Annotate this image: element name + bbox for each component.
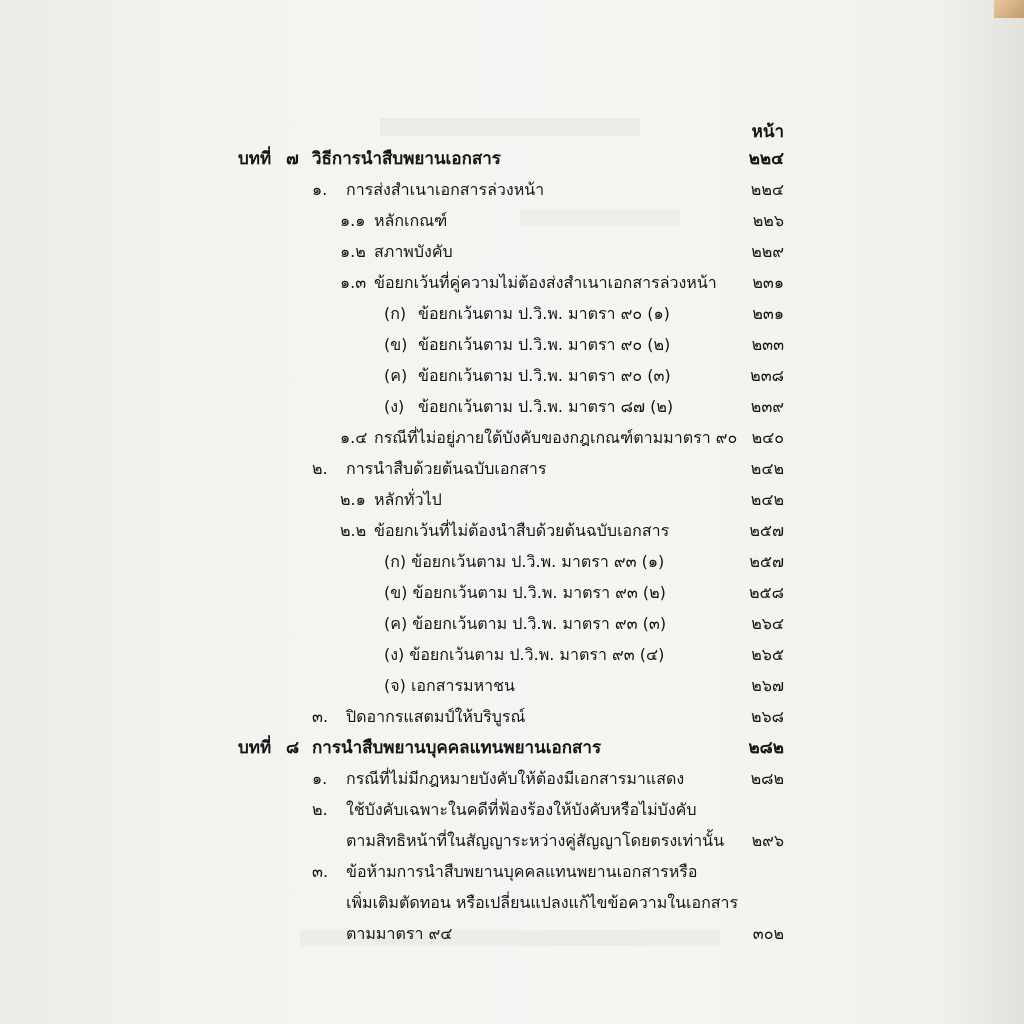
- entry-number: ๑.๑: [340, 211, 366, 230]
- chapter-number: ๘: [286, 738, 300, 758]
- toc-entry[interactable]: [384, 299, 670, 329]
- entry-number: ๒.: [312, 459, 328, 478]
- entry-number: ๑.๓: [340, 273, 367, 292]
- toc-page-number: ๒๖๗: [751, 676, 784, 695]
- entry-number: ๑.๒: [340, 242, 366, 261]
- entry-number: ๒.๑: [340, 490, 366, 509]
- entry-number: ๓.: [312, 707, 329, 726]
- toc-page-number: ๒๕๗: [749, 521, 784, 540]
- entry-title: ข้อยกเว้นตาม ป.วิ.พ. มาตรา ๙๐ (๓): [418, 366, 671, 385]
- entry-title: (ค) ข้อยกเว้นตาม ป.วิ.พ. มาตรา ๙๓ (๓): [384, 614, 667, 633]
- entry-title: ข้อยกเว้นตาม ป.วิ.พ. มาตรา ๙๐ (๒): [418, 335, 671, 354]
- toc-entry[interactable]: [312, 702, 525, 732]
- toc-entry[interactable]: [384, 330, 670, 360]
- toc-page-number: ๓๐๒: [752, 924, 784, 943]
- toc-page-number: ๒๙๖: [751, 831, 784, 850]
- entry-number: ๑.: [312, 769, 328, 788]
- toc-page-number: ๒๒๔: [750, 180, 784, 199]
- entry-title: ใช้บังคับเฉพาะในคดีที่ฟ้องร้องให้บังคับหรือไม่บังคับ: [346, 800, 697, 819]
- toc-page-number: ๒๖๘: [750, 707, 784, 726]
- entry-title: สภาพบังคับ: [374, 242, 453, 261]
- toc-page-number: ๒๖๕: [751, 645, 784, 664]
- entry-title-continuation: เพิ่มเติมตัดทอน หรือเปลี่ยนแปลงแก้ไขข้อความในเอกสาร: [346, 893, 739, 912]
- chapter-number: ๗: [286, 149, 299, 169]
- toc-entry[interactable]: [312, 175, 544, 205]
- entry-title: (ก) ข้อยกเว้นตาม ป.วิ.พ. มาตรา ๙๓ (๑): [384, 552, 665, 571]
- toc-entry[interactable]: [340, 485, 442, 515]
- toc-entry[interactable]: [340, 206, 447, 236]
- entry-title: กรณีที่ไม่มีกฎหมายบังคับให้ต้องมีเอกสารมาแสดง: [346, 769, 685, 788]
- toc-entry[interactable]: [384, 361, 671, 391]
- toc-page-number: ๒๕๗: [749, 552, 784, 571]
- entry-title: ข้อยกเว้นตาม ป.วิ.พ. มาตรา ๙๐ (๑): [418, 304, 670, 323]
- toc-entry[interactable]: [312, 764, 684, 794]
- entry-title: (จ) เอกสารมหาชน: [384, 676, 515, 695]
- entry-number: ๓.: [312, 862, 329, 881]
- chapter-title: วิธีการนำสืบพยานเอกสาร: [312, 149, 501, 169]
- toc-entry[interactable]: [384, 671, 515, 701]
- toc-page-number: ๒๔๒: [750, 459, 784, 478]
- toc-chapter-8[interactable]: [238, 733, 601, 763]
- entry-number: (ก): [384, 304, 407, 323]
- entry-number: (ค): [384, 366, 408, 385]
- entry-title: ข้อห้ามการนำสืบพยานบุคคลแทนพยานเอกสารหรือ: [346, 862, 698, 881]
- toc-entry[interactable]: [312, 857, 697, 887]
- page-column-header: หน้า: [751, 122, 784, 142]
- toc-page-number: ๒๓๘: [750, 366, 784, 385]
- toc-entry[interactable]: [384, 609, 666, 639]
- toc-page-number: ๒๓๓: [751, 335, 784, 354]
- entry-title: การส่งสำเนาเอกสารล่วงหน้า: [346, 180, 545, 199]
- toc-page-number: ๒๓๑: [752, 304, 784, 323]
- toc-page-number: ๒๒๔: [748, 149, 784, 169]
- entry-title: ข้อยกเว้นตาม ป.วิ.พ. มาตรา ๘๗ (๒): [418, 397, 674, 416]
- toc-page-number: ๒๕๘: [749, 583, 784, 602]
- entry-title: ข้อยกเว้นที่ไม่ต้องนำสืบด้วยต้นฉบับเอกสาร: [374, 521, 670, 540]
- entry-title: หลักเกณฑ์: [374, 211, 448, 230]
- entry-title: (ง) ข้อยกเว้นตาม ป.วิ.พ. มาตรา ๙๓ (๔): [384, 645, 665, 664]
- toc-page-number: ๒๓๑: [752, 273, 784, 292]
- toc-chapter-7[interactable]: [238, 144, 501, 174]
- chapter-title: การนำสืบพยานบุคคลแทนพยานเอกสาร: [312, 738, 602, 758]
- toc-entry[interactable]: [340, 423, 737, 453]
- entry-title-continuation: ตามมาตรา ๙๔: [346, 924, 453, 943]
- toc-page-number: ๒๒๖: [752, 211, 784, 230]
- toc-entry[interactable]: [312, 454, 547, 484]
- entry-title: การนำสืบด้วยต้นฉบับเอกสาร: [346, 459, 547, 478]
- entry-title: กรณีที่ไม่อยู่ภายใต้บังคับของกฎเกณฑ์ตามมาตรา ๙๐: [374, 428, 738, 447]
- entry-title: ปิดอากรแสตมป์ให้บริบูรณ์: [346, 707, 526, 726]
- entry-title: (ข) ข้อยกเว้นตาม ป.วิ.พ. มาตรา ๙๓ (๒): [384, 583, 666, 602]
- toc-page-number: ๒๔๒: [750, 490, 784, 509]
- toc-entry[interactable]: [312, 795, 697, 825]
- toc-entry[interactable]: [340, 516, 669, 546]
- entry-number: (ข): [384, 335, 408, 354]
- entry-number: ๒.: [312, 800, 328, 819]
- entry-number: (ง): [384, 397, 405, 416]
- toc-entry[interactable]: [384, 578, 666, 608]
- toc-page-number: ๒๔๐: [751, 428, 784, 447]
- toc-page-number: ๒๘๒: [750, 769, 784, 788]
- entry-title: หลักทั่วไป: [374, 490, 442, 509]
- toc-entry[interactable]: [340, 268, 717, 298]
- entry-number: ๒.๒: [340, 521, 367, 540]
- chapter-word: บทที่: [238, 149, 272, 169]
- entry-number: ๑.: [312, 180, 328, 199]
- toc-page-number: ๒๓๙: [750, 397, 784, 416]
- toc-page-number: ๒๒๙: [751, 242, 784, 261]
- entry-title: ข้อยกเว้นที่คู่ความไม่ต้องส่งสำเนาเอกสารล่วงหน้า: [374, 273, 717, 292]
- entry-number: ๑.๔: [340, 428, 368, 447]
- toc-entry[interactable]: [384, 392, 673, 422]
- toc-entry[interactable]: [384, 640, 664, 670]
- toc-entry[interactable]: [384, 547, 664, 577]
- entry-title-continuation: ตามสิทธิหน้าที่ในสัญญาระหว่างคู่สัญญาโดยตรงเท่านั้น: [346, 831, 725, 850]
- toc-page-number: ๒๖๔: [751, 614, 784, 633]
- toc-entry[interactable]: [340, 237, 453, 267]
- toc-page-number: ๒๘๒: [748, 738, 784, 758]
- chapter-word: บทที่: [238, 738, 272, 758]
